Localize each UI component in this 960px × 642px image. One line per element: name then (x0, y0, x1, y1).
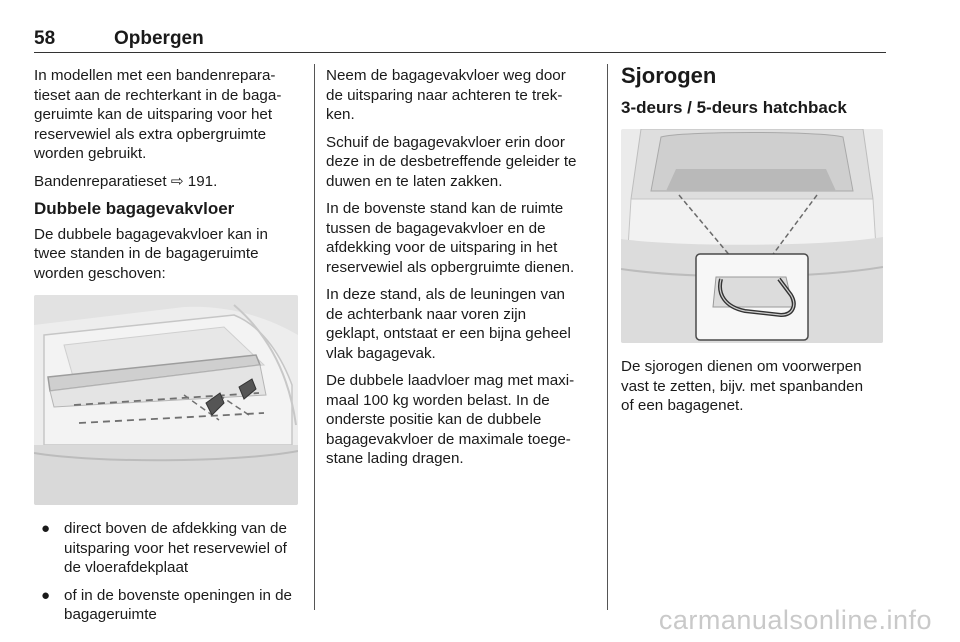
text-line: worden gebruikt. (34, 145, 147, 162)
column-left (34, 66, 304, 633)
bullet-icon: ● (41, 586, 51, 604)
paragraph (326, 199, 598, 277)
text-line: vast te zetten, bijv. met spanbanden (621, 377, 864, 395)
paragraph (326, 371, 598, 469)
page-title: Opbergen (114, 28, 204, 49)
page-reference-arrow-icon: ⇨ (170, 172, 184, 190)
bullet-icon: ● (41, 520, 51, 537)
text-line: reservewiel als opbergruimte dienen. (326, 258, 575, 276)
column-divider (314, 64, 315, 610)
text-line: afdekking voor de uitsparing in het (326, 239, 558, 256)
text-line: Neem de bagagevakvloer weg door (326, 67, 566, 84)
text-line: geklapt, ontstaat er een bijna geheel (326, 325, 571, 342)
text-line: deze in de desbetreffende geleider te (326, 153, 577, 170)
text-line: De dubbele laadvloer mag met maxi- (326, 372, 575, 389)
text-line: uitsparing voor het reservewiel of (64, 539, 287, 557)
page-header (34, 28, 886, 53)
column-middle (326, 66, 598, 477)
text-line: stane lading dragen. (326, 450, 464, 467)
list-item (34, 586, 304, 625)
text-line: De sjorogen dienen om voorwerpen (621, 358, 862, 375)
text-line: of in de bovenste openingen in de (64, 586, 292, 604)
bullet-list (34, 519, 304, 625)
text-line: bagagevakvloer de maximale toege- (326, 430, 571, 448)
paragraph (326, 66, 598, 125)
text-line: de achterbank naar voren zijn (326, 305, 527, 323)
section-heading: Dubbele bagagevakvloer (34, 199, 235, 218)
text-line: reservewiel als extra opbergruimte (34, 125, 267, 143)
text-line: In de bovenste stand kan de ruimte (326, 200, 564, 217)
text-line: direct boven de afdekking van de (64, 520, 287, 537)
text-line: Schuif de bagagevakvloer erin door (326, 133, 565, 151)
list-item (34, 519, 304, 578)
subsection-heading: 3-deurs / 5-deurs hatchback (621, 97, 847, 117)
luggage-floor-illustration (34, 295, 298, 505)
paragraph (621, 357, 887, 416)
text-line: vlak bagagevak. (326, 344, 436, 362)
text-line: De dubbele bagagevakvloer kan in (34, 225, 268, 243)
text-line: tussen de bagagevakvloer en de (326, 219, 546, 237)
text-line: de vloerafdekplaat (64, 559, 189, 576)
text-line: geruimte kan de uitsparing voor het (34, 106, 273, 123)
text-line: ken. (326, 106, 355, 123)
text-line: In deze stand, als de leuningen van (326, 286, 565, 303)
text-line: of een bagagenet. (621, 397, 744, 414)
text-line: worden geschoven: (34, 264, 166, 282)
lashing-eye-illustration (621, 129, 883, 343)
reference-page: 191. (187, 172, 218, 190)
paragraph (326, 285, 598, 363)
paragraph (326, 133, 598, 192)
column-right (621, 63, 887, 424)
cross-reference (34, 172, 304, 192)
text-line: maal 100 kg worden belast. In de (326, 391, 550, 409)
text-line: duwen en te laten zakken. (326, 172, 503, 190)
section-heading: Sjorogen (621, 63, 717, 88)
text-line: twee standen in de bagageruimte (34, 245, 259, 262)
text-line: de uitsparing naar achteren te trek- (326, 86, 563, 104)
text-line: In modellen met een bandenrepara- (34, 67, 276, 84)
page-number: 58 (34, 28, 56, 49)
text-line: bagageruimte (64, 606, 157, 623)
section-paragraph (34, 225, 304, 284)
watermark: carmanualsonline.info (658, 605, 932, 635)
reference-text: Bandenreparatieset (34, 172, 167, 190)
text-line: onderste positie kan de dubbele (326, 411, 542, 428)
intro-paragraph (34, 66, 304, 164)
text-line: tieset aan de rechterkant in de baga- (34, 86, 282, 104)
column-divider (607, 64, 608, 610)
